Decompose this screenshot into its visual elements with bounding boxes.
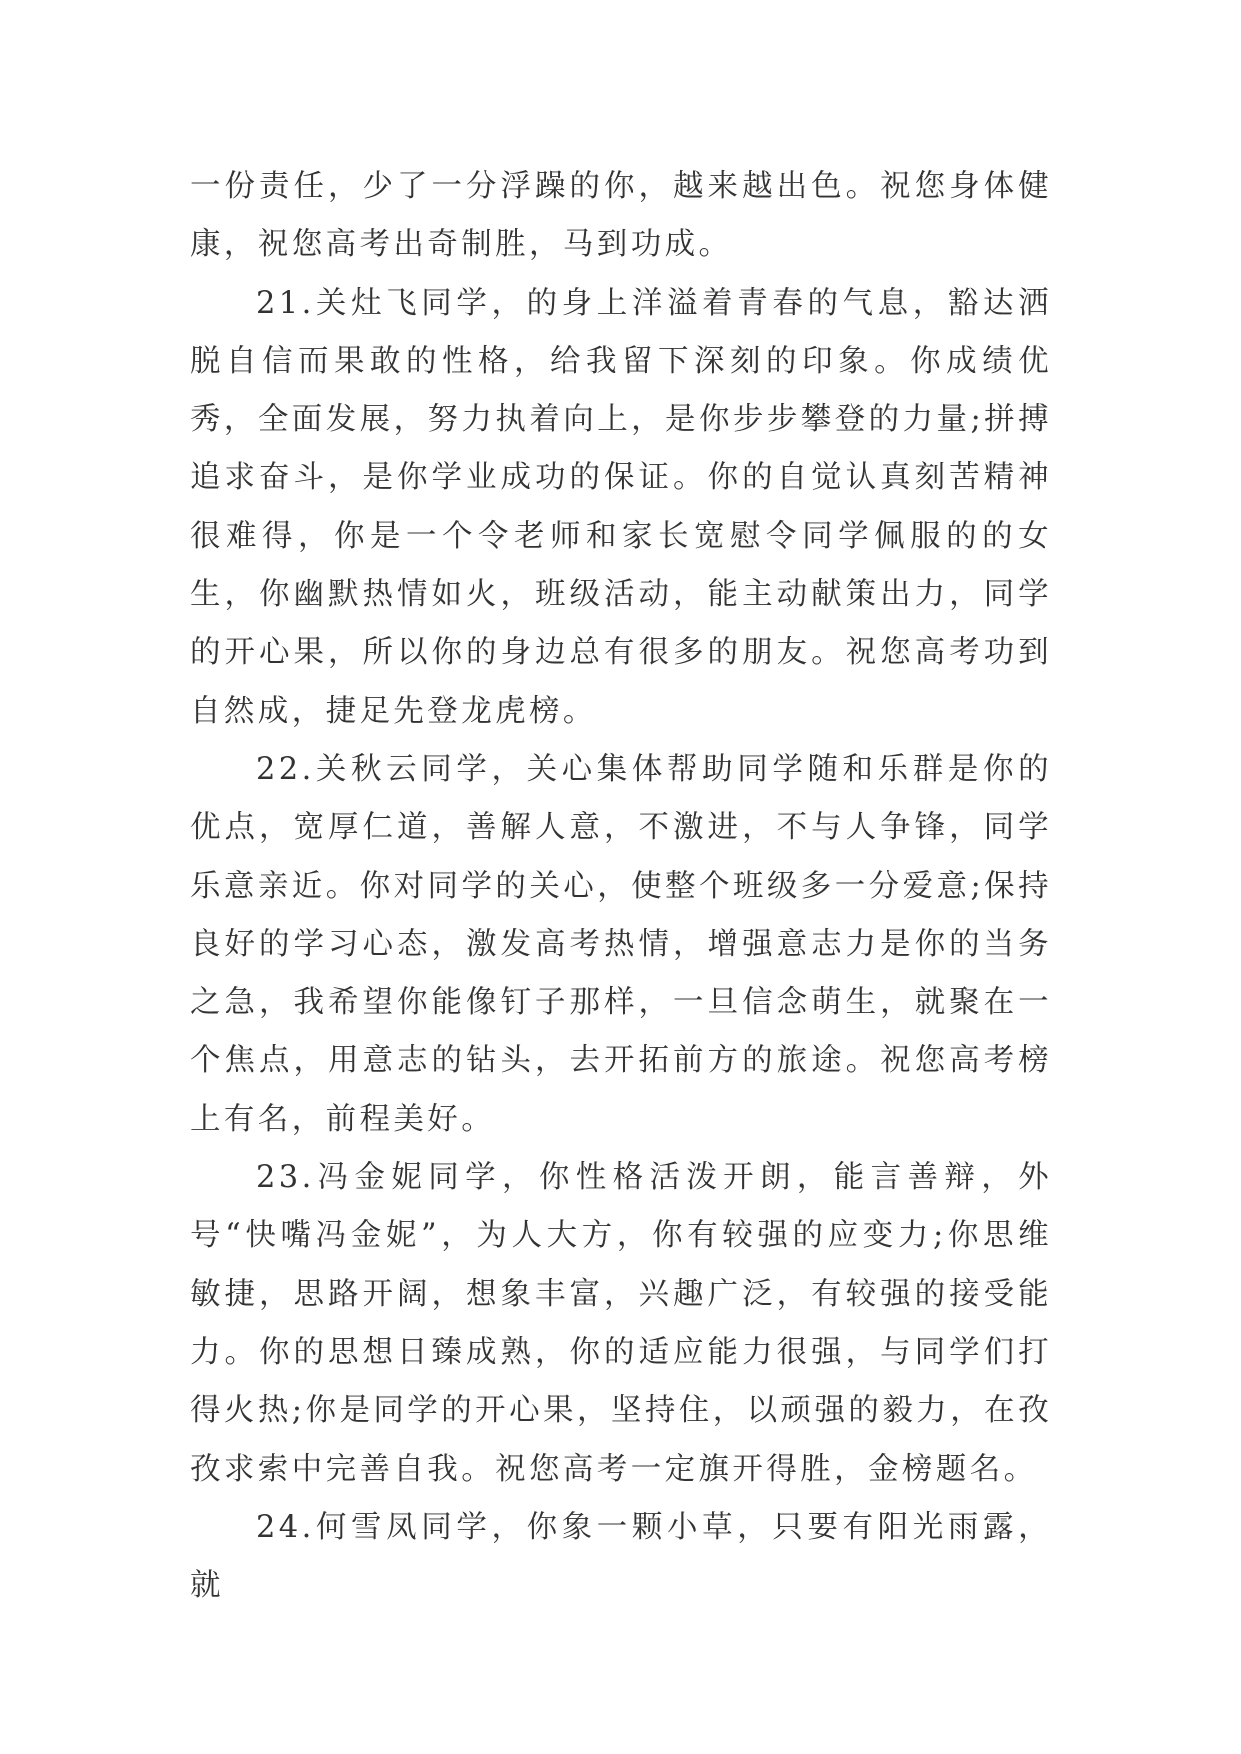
paragraph-comment-22: 22.关秋云同学，关心集体帮助同学随和乐群是你的优点，宽厚仁道，善解人意，不激进，不与人争锋，同学乐意亲近。你对同学的关心，使整个班级多一分爱意;保持良好的学习心态，激发高考热情，增强意志力是你的当务之急，我希望你能像钉子那样，一旦信念萌生，就聚在一个焦点，用意志的钻头，去开拓前方的旅途。祝您高考榜上有名，前程美好。 bbox=[190, 751, 1052, 1137]
paragraph-comment-23: 23.冯金妮同学，你性格活泼开朗，能言善辩，外号“快嘴冯金妮”，为人大方，你有较强的应变力;你思维敏捷，思路开阔，想象丰富，兴趣广泛，有较强的接受能力。你的思想日臻成熟，你的适应能力很强，与同学们打得火热;你是同学的开心果，坚持住，以顽强的毅力，在孜孜求索中完善自我。祝您高考一定旗开得胜，金榜题名。 bbox=[190, 1160, 1052, 1487]
paragraph-comment-24: 24.何雪凤同学，你象一颗小草，只要有阳光雨露，就 bbox=[190, 1509, 1052, 1604]
paragraph-comment-21: 21.关灶飞同学，的身上洋溢着青春的气息，豁达洒脱自信而果敢的性格，给我留下深刻的印象。你成绩优秀，全面发展，努力执着向上，是你步步攀登的力量;拼搏追求奋斗，是你学业成功的保证。你的自觉认真刻苦精神很难得，你是一个令老师和家长宽慰令同学佩服的的女生，你幽默热情如火，班级活动，能主动献策出力，同学的开心果，所以你的身边总有很多的朋友。祝您高考功到自然成，捷足先登龙虎榜。 bbox=[190, 285, 1052, 729]
document-body bbox=[190, 158, 1052, 1615]
paragraph-continuation: 一份责任，少了一分浮躁的你，越来越出色。祝您身体健康，祝您高考出奇制胜，马到功成。 bbox=[190, 169, 1052, 263]
